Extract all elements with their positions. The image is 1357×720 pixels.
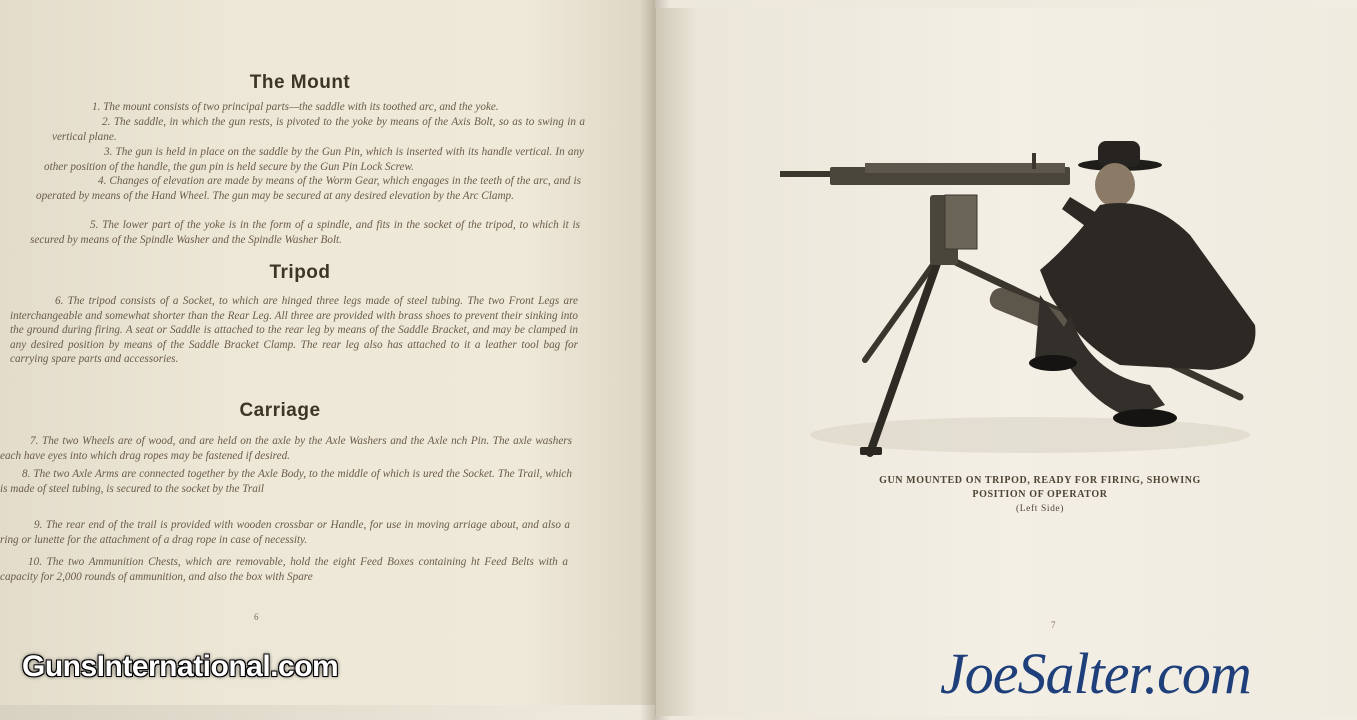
- paragraph-5: 5. The lower part of the yoke is in the form of a spindle, and fits in the socket of the tripod, to which it is secured by means of the Spindle Washer and the Spindle Washer Bolt.: [30, 219, 580, 246]
- caption-line-2: POSITION OF OPERATOR: [972, 489, 1108, 500]
- section-title-carriage: Carriage: [239, 400, 321, 421]
- caption-subtitle: (Left Side): [1015, 504, 1064, 514]
- caption-line-1: GUN MOUNTED ON TRIPOD, READY FOR FIRING, SHOWING: [879, 475, 1201, 486]
- paragraph-6: 6. The tripod consists of a Socket, to which are hinged three legs made of steel tubing. The two Front Legs are interchangeable and somewhat shorter than the Rear Leg. All three are provided with brass shoes to prevent their sinking into the ground during firing. A seat or Saddle is attached to the rear leg by means of the Saddle Bracket, and may be clamped in any desired position by means of the Saddle Bracket Clamp. The rear leg also has attached to it a leather tool bag for carrying spare parts and accessories.: [10, 295, 578, 366]
- gun-tripod-illustration: [770, 135, 1270, 465]
- page-number-left: 6: [254, 612, 259, 622]
- paragraph-8: 8. The two Axle Arms are connected together by the Axle Body, to the middle of which is ured the Socket. The Trail, which is made of steel tubing, is secured to the socket by the Trail: [0, 468, 572, 495]
- paragraph-10: 10. The two Ammunition Chests, which are removable, hold the eight Feed Boxes containing ht Feed Belts with a capacity for 2,000 rounds of ammunition, and also the box with Spare: [0, 556, 568, 583]
- section-title-tripod: Tripod: [269, 262, 331, 283]
- paragraph-9: 9. The rear end of the trail is provided with wooden crossbar or Handle, for use in moving arriage about, and also a ring or lunette for the attachment of a drag rope in case of necessity.: [0, 519, 570, 546]
- paragraph-3: 3. The gun is held in place on the saddle by the Gun Pin, which is inserted with its handle vertical. In any other position of the handle, the gun pin is held secure by the Gun Pin Lock Screw.: [44, 146, 584, 173]
- joe-salter-watermark: JoeSalter.com: [940, 641, 1251, 706]
- left-page: [0, 0, 655, 705]
- guns-international-watermark: GunsInternational.com: [22, 650, 339, 683]
- paragraph-1: 1. The mount consists of two principal parts—the saddle with its toothed arc, and the yoke.: [92, 101, 499, 113]
- illustration-caption: [820, 474, 1260, 516]
- page-number-right: 7: [1051, 620, 1056, 630]
- paragraph-7: 7. The two Wheels are of wood, and are held on the axle by the Axle Washers and the Axle nch Pin. The axle washers each have eyes into which drag ropes may be fastened if desired.: [0, 435, 572, 462]
- paragraph-2: 2. The saddle, in which the gun rests, is pivoted to the yoke by means of the Axis Bolt, so as to swing in a vertical plane.: [52, 116, 585, 143]
- section-title-mount: The Mount: [249, 72, 351, 93]
- paragraph-4: 4. Changes of elevation are made by means of the Worm Gear, which engages in the teeth of the arc, and is operated by means of the Hand Wheel. The gun may be secured at any desired elevation by the Arc Clamp.: [36, 175, 581, 202]
